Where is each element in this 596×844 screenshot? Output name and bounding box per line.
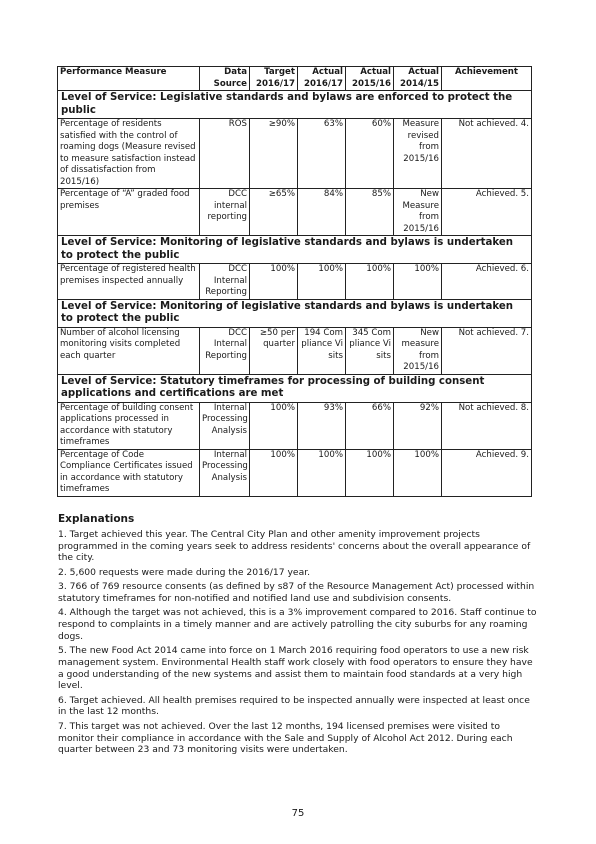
cell-actual-2016-17: 63% (298, 119, 346, 189)
table-row (58, 327, 532, 374)
cell-measure: Percentage of Code Compliance Certificates issued in accordance with statutory timeframes (58, 449, 200, 496)
table-header-row (58, 67, 532, 91)
cell-actual-2015-16: 60% (346, 119, 394, 189)
cell-achievement: Not achieved. 8. (442, 402, 532, 449)
cell-actual-2016-17: 93% (298, 402, 346, 449)
cell-data-source: Internal Processing Analysis (200, 449, 250, 496)
cell-actual-2015-16: 85% (346, 189, 394, 236)
cell-measure: Percentage of residents satisfied with the control of roaming dogs (Measure revised to measure satisfaction instead of dissatisfaction from 2015/16) (58, 119, 200, 189)
cell-actual-2014-15: 100% (394, 449, 442, 496)
explanation-item: 1. Target achieved this year. The Central City Plan and other amenity improvement projects programmed in the coming years seek to address residents' concerns about the overall appearance of the city. (58, 528, 531, 564)
performance-table (57, 66, 532, 497)
cell-actual-2015-16: 100% (346, 264, 394, 300)
header-target: Target 2016/17 (250, 67, 298, 91)
cell-target: ≥65% (250, 189, 298, 236)
table-row (58, 264, 532, 300)
explanation-item: 2. 5,600 requests were made during the 2016/17 year. (58, 566, 311, 578)
header-actual-2016-17: Actual 2016/17 (298, 67, 346, 91)
cell-achievement: Achieved. 9. (442, 449, 532, 496)
cell-target: ≥90% (250, 119, 298, 189)
header-actual-2015-16: Actual 2015/16 (346, 67, 394, 91)
cell-actual-2015-16: 100% (346, 449, 394, 496)
cell-data-source: DCC internal reporting (200, 189, 250, 236)
table-row (58, 449, 532, 496)
explanations-section (58, 514, 538, 759)
cell-target: 100% (250, 264, 298, 300)
cell-measure: Percentage of building consent applications processed in accordance with statutory timeframes (58, 402, 200, 449)
cell-achievement: Achieved. 5. (442, 189, 532, 236)
explanation-item: 5. The new Food Act 2014 came into force on 1 March 2016 requiring food operators to use a new risk management system. Environmental Health staff work closely with food operators to ensure they have a good understanding of the new systems and assist them to maintain food standards at a very high level. (58, 644, 533, 692)
section-heading (58, 91, 532, 119)
cell-actual-2016-17: 100% (298, 264, 346, 300)
section-heading (58, 374, 532, 402)
cell-data-source: ROS (200, 119, 250, 189)
table-row (58, 402, 532, 449)
cell-actual-2016-17: 194 Compliance Visits (298, 327, 346, 374)
cell-actual-2014-15: 100% (394, 264, 442, 300)
cell-target: 100% (250, 449, 298, 496)
cell-data-source: DCC Internal Reporting (200, 264, 250, 300)
cell-measure: Percentage of registered health premises inspected annually (58, 264, 200, 300)
explanations-heading: Explanations (58, 513, 135, 525)
section-title: Level of Service: Statutory timeframes for processing of building consent applications and certifications are met (58, 374, 532, 402)
cell-actual-2016-17: 100% (298, 449, 346, 496)
cell-achievement: Not achieved. 7. (442, 327, 532, 374)
explanation-item: 7. This target was not achieved. Over the last 12 months, 194 licensed premises were visited to monitor their compliance in accordance with the Sale and Supply of Alcohol Act 2012. During each quarter between 23 and 73 monitoring visits were undertaken. (58, 720, 513, 756)
header-performance-measure: Performance Measure (58, 67, 200, 91)
cell-target: ≥50 per quarter (250, 327, 298, 374)
table-row (58, 189, 532, 236)
table-row (58, 119, 532, 189)
explanation-item: 6. Target achieved. All health premises required to be inspected annually were inspected at least once in the last 12 months. (58, 694, 530, 718)
header-achievement: Achievement (442, 67, 532, 91)
explanation-item: 3. 766 of 769 resource consents (as defined by s87 of the Resource Management Act) processed within statutory timeframes for non-notified and notified land use and subdivision consents. (58, 580, 535, 604)
section-title: Level of Service: Monitoring of legislative standards and bylaws is undertaken to protect the public (58, 236, 532, 264)
cell-actual-2014-15: Measure revised from 2015/16 (394, 119, 442, 189)
section-heading (58, 299, 532, 327)
cell-data-source: DCC Internal Reporting (200, 327, 250, 374)
section-title: Level of Service: Monitoring of legislative standards and bylaws is undertaken to protect the public (58, 299, 532, 327)
cell-measure: Number of alcohol licensing monitoring visits completed each quarter (58, 327, 200, 374)
section-heading (58, 236, 532, 264)
section-title: Level of Service: Legislative standards and bylaws are enforced to protect the public (58, 91, 532, 119)
page-number: 75 (291, 808, 305, 819)
cell-measure: Percentage of “A” graded food premises (58, 189, 200, 236)
cell-actual-2014-15: New measure from 2015/16 (394, 327, 442, 374)
cell-achievement: Achieved. 6. (442, 264, 532, 300)
cell-actual-2016-17: 84% (298, 189, 346, 236)
cell-achievement: Not achieved. 4. (442, 119, 532, 189)
cell-actual-2015-16: 66% (346, 402, 394, 449)
cell-actual-2014-15: New Measure from 2015/16 (394, 189, 442, 236)
explanation-item: 4. Although the target was not achieved, this is a 3% improvement compared to 2016. Staff continue to respond to complaints in a timely manner and are actively patrolling the city suburbs for any roaming dogs. (58, 607, 537, 642)
header-actual-2014-15: Actual 2014/15 (394, 67, 442, 91)
header-data-source: Data Source (200, 67, 250, 91)
cell-actual-2015-16: 345 Compliance Visits (346, 327, 394, 374)
cell-data-source: Internal Processing Analysis (200, 402, 250, 449)
cell-target: 100% (250, 402, 298, 449)
cell-actual-2014-15: 92% (394, 402, 442, 449)
